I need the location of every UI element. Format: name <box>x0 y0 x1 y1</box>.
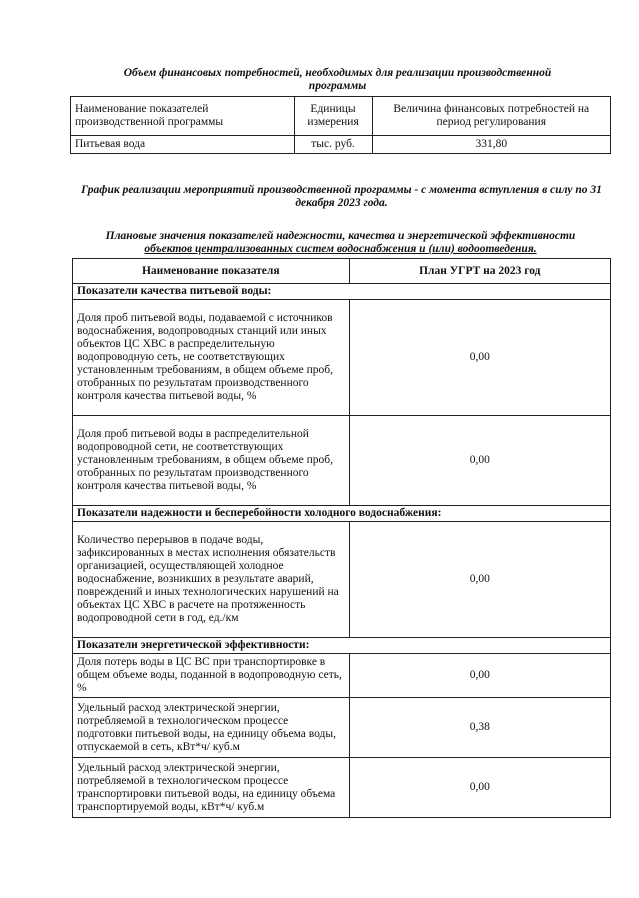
financial-needs-heading-line1: Объем финансовых потребностей, необходимых для реализации производственной <box>123 67 552 79</box>
table-row <box>73 758 611 818</box>
indicator-name: Удельный расход электрической энергии, потребляемой в технологическом процессе транспортировки питьевой воды, на единицу объема транспортируемой воды, кВт*ч/ куб.м <box>73 758 350 818</box>
header-cell: Величина финансовых потребностей на период регулирования <box>372 97 610 136</box>
kpi-heading <box>74 230 607 256</box>
indicator-value: 0,00 <box>349 416 610 506</box>
financial-needs-table <box>70 96 611 154</box>
header-cell: Единицы измерения <box>294 97 372 136</box>
indicator-value: 0,00 <box>349 522 610 638</box>
section-row <box>73 284 611 300</box>
indicator-value: 0,38 <box>349 698 610 758</box>
table-row <box>73 300 611 416</box>
header-cell: Наименование показателей производственной программы <box>71 97 295 136</box>
indicator-value: 0,00 <box>349 300 610 416</box>
section-title: Показатели энергетической эффективности: <box>73 638 611 654</box>
table-row <box>73 522 611 638</box>
table-row <box>73 416 611 506</box>
table-row <box>73 654 611 698</box>
section-row <box>73 506 611 522</box>
kpi-table <box>72 258 611 818</box>
indicator-name: Доля проб питьевой воды в распределительной водопроводной сети, не соответствующих установленным требованиям, в общем объеме проб, отобранных по результатам производственного контроля качества питьевой воды, % <box>73 416 350 506</box>
kpi-heading-line2: объектов централизованных систем водоснабжения и (или) водоотведения. <box>144 243 537 255</box>
kpi-heading-line1: Плановые значения показателей надежности, качества и энергетической эффективности <box>105 230 576 242</box>
indicator-name: Количество перерывов в подаче воды, зафиксированных в местах исполнения обязательств организацией, осуществляющей холодное водоснабжение, возникших в результате аварий, повреждений и иных технологических нарушений на объектах ЦС ХВС в расчете на протяженность водопроводной сети в год, ед./км <box>73 522 350 638</box>
indicator-name: Доля проб питьевой воды, подаваемой с источников водоснабжения, водопроводных станций или иных объектов ЦС ХВС в распределительную водопроводную сеть, не соответствующих установленным требованиям, в общем объеме проб, отобранных по результатам производственного контроля качества питьевой воды, % <box>73 300 350 416</box>
table-cell: тыс. руб. <box>294 136 372 154</box>
indicator-name: Удельный расход электрической энергии, потребляемой в технологическом процессе подготовки питьевой воды, на единицу объема воды, отпускаемой в сеть, кВт*ч/ куб.м <box>73 698 350 758</box>
header-cell: Наименование показателя <box>73 259 350 284</box>
table-header-row <box>71 97 611 136</box>
table-cell: Питьевая вода <box>71 136 295 154</box>
indicator-name: Доля потерь воды в ЦС ВС при транспортировке в общем объеме воды, поданной в водопроводную сеть, % <box>73 654 350 698</box>
schedule-heading: График реализации мероприятий производственной программы - с момента вступления в силу по 31 декабря 2023 года. <box>81 184 602 209</box>
section-row <box>73 638 611 654</box>
indicator-value: 0,00 <box>349 758 610 818</box>
table-header-row <box>73 259 611 284</box>
financial-needs-heading-line2: программы <box>308 80 367 92</box>
indicator-value: 0,00 <box>349 654 610 698</box>
table-row <box>73 698 611 758</box>
table-cell: 331,80 <box>372 136 610 154</box>
financial-needs-heading <box>70 67 605 93</box>
header-cell: План УГРТ на 2023 год <box>349 259 610 284</box>
section-title: Показатели надежности и бесперебойности холодного водоснабжения: <box>73 506 611 522</box>
table-row <box>71 136 611 154</box>
section-title: Показатели качества питьевой воды: <box>73 284 611 300</box>
